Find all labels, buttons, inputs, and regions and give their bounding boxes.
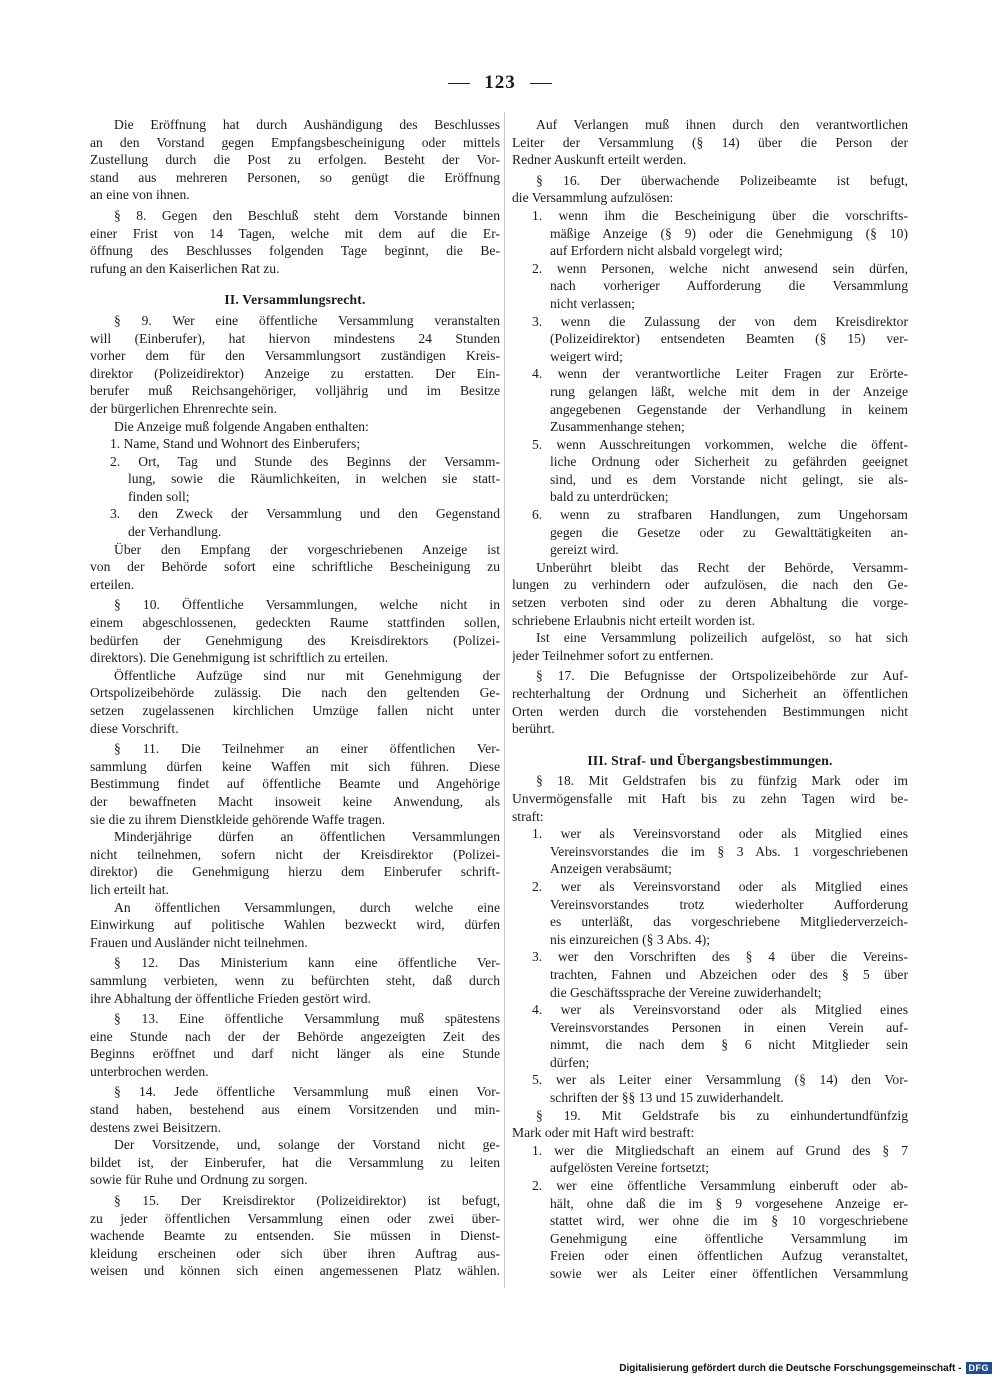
page-number [0,72,1000,94]
text-line: vorher dem für den Versammlungsort zuständigen Kreis- [90,348,500,364]
text-line: 3. wenn die Zulassung der von dem Kreisdirektor [532,313,908,329]
text-line: § 15. Der Kreisdirektor (Polizeidirektor) ist befugt, [114,1193,500,1209]
text-line: rechterhaltung der Ordnung und Sicherheit an öffentlichen [512,686,908,701]
text-line: Vereinsvorstandes die im § 3 Abs. 1 vorgeschriebenen [550,843,908,859]
page-number-value: 123 [484,72,516,93]
text-line: Ist eine Versammlung polizeilich aufgelöst, so hat sich [536,630,908,646]
text-line: 3. den Zweck der Versammlung und den Gegenstand [110,506,500,522]
text-line: Der Vorsitzende, und, solange der Vorstand nicht ge- [114,1137,500,1153]
text-line: § 8. Gegen den Beschluß steht dem Vorstande binnen [114,207,500,223]
text-line: ihre Abhaltung der öffentliche Frieden gestört wird. [90,990,371,1006]
text-line: direktor (Polizeidirektor) Anzeige zu erstatten. Der Ein- [90,365,500,381]
text-line: Einwirkung auf politische Wahlen bezweckt wird, dürfen [90,917,500,933]
text-line: sind, und es dem Vorstande nicht gelingt, sie als- [550,471,908,487]
text-line: einer Frist von 14 Tagen, welche mit dem auf die Er- [90,225,500,241]
text-line: § 9. Wer eine öffentliche Versammlung veranstalten [114,312,500,328]
text-line: öffnung des Beschlusses folgenden Tage beginnt, die Be- [90,243,500,259]
text-line: aufgelösten Vereine fortsetzt; [550,1160,710,1176]
text-line: Leiter der Versammlung (§ 14) über die Person der [512,134,908,150]
text-line: Vereinsvorstandes Personen in einen Verein auf- [550,1019,908,1035]
text-line: nach vorheriger Aufforderung die Versammlung [550,278,908,294]
text-line: wachende Beamte zu entsenden. Sie müssen in Dienst- [90,1228,500,1244]
text-line: Unvermögensfalle mit Haft bis zu zehn Tagen wird be- [512,790,908,806]
text-line: lung, sowie die Räumlichkeiten, in welchen sie statt- [128,471,500,487]
text-line: nicht teilnehmen, sofern nicht der Kreisdirektor (Polizei- [90,846,500,862]
text-line: mäßige Anzeige (§ 9) oder die Genehmigung (§ 10) [550,225,908,241]
text-line: weigert wird; [550,348,623,364]
dash-left [448,83,470,84]
text-line: Unberührt bleibt das Recht der Behörde, Versamm- [536,559,908,575]
text-line: 4. wenn der verantwortliche Leiter Fragen zur Erörte- [532,366,908,382]
text-line: 1. wenn ihm die Bescheinigung über die vorschrifts- [532,207,908,223]
text-line: Die Anzeige muß folgende Angaben enthalten: [114,418,369,434]
text-line: rung gelangen läßt, welche mit dem in der Anzeige [550,383,908,399]
text-line: Über den Empfang der vorgeschriebenen Anzeige ist [114,541,500,557]
dash-right [530,83,552,84]
section-heading: III. Straf- und Übergangsbestimmungen. [587,752,833,768]
text-line: weisen und können sich einen angemessenen Platz wählen. [90,1263,500,1279]
text-line: Mark oder mit Haft wird bestraft: [512,1125,695,1141]
text-line: 2. wer als Vereinsvorstand oder als Mitglied eines [532,878,908,894]
text-line: es unterläßt, das vorgeschriebene Mitgliederverzeich- [550,914,908,930]
text-line: § 13. Eine öffentliche Versammlung muß spätestens [114,1011,500,1027]
text-line: einem abgeschlossenen, gedeckten Raume stattfinden sollen, [90,615,500,631]
text-line: Vereinsvorstandes trotz wiederholter Aufforderung [550,896,908,912]
text-line: erteilen. [90,576,135,592]
text-line: § 10. Öffentliche Versammlungen, welche nicht in [114,597,500,613]
text-line: 5. wer als Leiter einer Versammlung (§ 14) den Vor- [532,1072,908,1088]
text-line: angegebenen Gegenstande der Verhandlung in keinem [550,401,908,417]
text-line: 6. wenn zu strafbaren Handlungen, zum Ungehorsam [532,507,908,523]
text-line: Bestimmung findet auf öffentliche Beamte und Angehörige [90,776,500,792]
text-line: § 16. Der überwachende Polizeibeamte ist befugt, [536,172,908,188]
text-line: unterbrochen werden. [90,1063,209,1079]
text-line: rufung an den Kaiserlichen Rat zu. [90,260,280,276]
text-line: bald zu unterdrücken; [550,489,669,505]
section-heading: II. Versammlungsrecht. [224,292,366,308]
text-line: schriften der §§ 13 und 15 zuwiderhandelt. [550,1090,784,1106]
text-line: stand haben, bestehend aus einem Vorsitzenden und min- [90,1102,500,1118]
text-line: § 12. Das Ministerium kann eine öffentliche Ver- [114,955,500,971]
text-line: der Verhandlung. [128,524,222,540]
text-line: § 17. Die Befugnisse der Ortspolizeibehörde zur Auf- [536,668,908,684]
text-line: lungen zu verhindern oder aufzulösen, die nach den Ge- [512,577,908,593]
text-line: 1. Name, Stand und Wohnort des Einberufers; [110,436,361,452]
text-line: der bewaffneten Macht insoweit keine Anwendung, als [90,793,500,809]
text-line: Ortspolizeibehörde zulässig. Die nach den geltenden Ge- [90,685,500,701]
text-line: jeder Teilnehmer sofort zu entfernen. [512,647,714,663]
text-line: bedürfen der Genehmigung des Kreisdirektors (Polizei- [90,632,500,648]
text-line: destens zwei Beisitzern. [90,1119,221,1135]
text-line: nimmt, die nach dem § 6 nicht Mitglieder sein [550,1037,908,1053]
footer [619,1362,992,1374]
text-line: sie die zu ihrem Dienstkleide gehörende Waffe tragen. [90,811,386,827]
text-line: 1. wer als Vereinsvorstand oder als Mitglied eines [532,826,908,842]
text-line: finden soll; [128,488,190,504]
text-line: (Polizeidirektor) entsendeten Beamten (§ 15) ver- [550,331,908,347]
text-line: Die Eröffnung hat durch Aushändigung des Beschlusses [114,117,500,132]
text-line: Frauen und Ausländer nicht teilnehmen. [90,934,308,950]
text-line: bildet ist, der Einberufer, hat die Versammlung zu leiten [90,1154,500,1170]
text-line: 3. wer den Vorschriften des § 4 über die Vereins- [532,949,908,965]
text-line: 1. wer die Mitgliedschaft an einem auf Grund des § 7 [532,1142,908,1158]
text-line: sammlung dürfen keine Waffen mit sich führen. Diese [90,758,500,774]
text-line: Genehmigung eine öffentliche Versammlung im [550,1230,908,1246]
text-line: gegen die Gesetze oder zu Gewalttätigkeiten an- [550,524,908,540]
text-line: Beginns eröffnet und darf nicht länger als eine Stunde [90,1046,500,1062]
text-line: Freien oder einen öffentlichen Aufzug veranstaltet, [550,1248,908,1264]
text-line: § 14. Jede öffentliche Versammlung muß einen Vor- [114,1084,500,1100]
text-line: nis einzureichen (§ 3 Abs. 4); [550,931,711,947]
text-line: 5. wenn Ausschreitungen vorkommen, welche die öffent- [532,436,908,452]
text-line: trachten, Fahnen und Abzeichen oder des § 5 über [550,966,908,982]
text-line: der bürgerlichen Ehrenrechte sein. [90,400,277,416]
text-line: schriebene Erlaubnis nicht erteilt worden ist. [512,612,756,628]
text-line: zu jeder öffentlichen Versammlung einen oder zwei über- [90,1210,500,1226]
text-line: will (Einberufer), hat hiervon mindestens 24 Stunden [90,330,500,346]
text-line: direktor) die Genehmigung hierzu dem Einberufer schrift- [90,864,500,880]
text-line: eine Stunde nach der der Behörde angezeigten Zeit des [90,1028,500,1044]
text-line: dürfen; [550,1054,590,1070]
text-line: stattet wird, wer ohne die im § 10 vorgeschriebene [550,1213,908,1229]
text-line: § 11. Die Teilnehmer an einer öffentlichen Ver- [114,741,500,757]
text-line: Minderjährige dürfen an öffentlichen Versammlungen [114,829,500,845]
text-line: auf Erfordern nicht alsbald vorgelegt wird; [550,243,783,259]
text-line: 2. wer eine öffentliche Versammlung einberuft oder ab- [532,1178,908,1194]
text-line: direktors). Die Genehmigung ist schriftlich zu erteilen. [90,650,389,666]
text-line: § 18. Mit Geldstrafen bis zu fünfzig Mark oder im [536,773,908,789]
dfg-logo: DFG [966,1362,993,1374]
text-line: Auf Verlangen muß ihnen durch den verantwortlichen [536,117,908,132]
text-line: kleidung erscheinen oder sich über ihren Auftrag aus- [90,1245,500,1261]
text-line: nicht verlassen; [550,295,635,311]
text-line: Öffentliche Aufzüge sind nur mit Genehmigung der [114,667,500,683]
text-line: sammlung verbieten, wenn zu befürchten steht, daß durch [90,972,500,988]
text-line: Zusammenhange stehen; [550,419,685,435]
text-line: Orten werden durch die vorstehenden Bestimmungen nicht [512,703,908,719]
text-line: an den Vorstand gegen Empfangsbescheinigung oder mittels [90,134,500,150]
text-line: sowie wer als Leiter einer öffentlichen Versammlung [550,1266,908,1281]
footer-text: Digitalisierung gefördert durch die Deutsche Forschungsgemeinschaft - [619,1362,962,1374]
text-line: gereizt wird. [550,542,619,558]
text-line: § 19. Mit Geldstrafe bis zu einhundertundfünfzig [536,1107,908,1123]
text-line: An öffentlichen Versammlungen, durch welche eine [114,899,500,915]
text-line: 4. wer als Vereinsvorstand oder als Mitglied eines [532,1002,908,1018]
left-column [90,116,500,1280]
text-line: Anzeigen verabsäumt; [550,861,672,877]
text-line: Zustellung durch die Post zu erfolgen. Besteht der Vor- [90,152,500,168]
text-line: von der Behörde sofort eine schriftliche Bescheinigung zu [90,559,500,575]
text-line: straft: [512,808,544,824]
text-line: sowie für Ruhe und Ordnung zu sorgen. [90,1172,308,1188]
text-line: setzen zugelassenen kirchlichen Umzüge fallen nicht unter [90,703,500,718]
text-line: liche Ordnung oder Sicherheit zu gefährden geeignet [550,454,908,470]
text-line: setzen verboten sind oder zu deren Abhaltung die vorge- [512,595,908,611]
text-line: diese Vorschrift. [90,720,179,736]
text-line: die Geschäftssprache der Vereine zuwiderhandelt; [550,984,822,1000]
text-line: 2. Ort, Tag und Stunde des Beginns der Versamm- [110,453,500,469]
text-line: berufer muß Reichsangehöriger, volljährig und im Besitze [90,383,500,399]
text-line: stand aus mehreren Personen, so genügt die Eröffnung [90,169,500,185]
text-line: lich erteilt hat. [90,881,169,897]
text-line: die Versammlung aufzulösen: [512,190,674,206]
text-line: berührt. [512,721,555,737]
text-line: 2. wenn Personen, welche nicht anwesend sein dürfen, [532,260,908,276]
right-column [512,116,908,1283]
text-line: Redner Auskunft erteilt werden. [512,152,687,168]
text-line: hält, ohne daß die im § 9 vorgesehene Anzeige er- [550,1195,908,1211]
text-line: an eine von ihnen. [90,187,190,203]
column-divider [504,112,505,1288]
